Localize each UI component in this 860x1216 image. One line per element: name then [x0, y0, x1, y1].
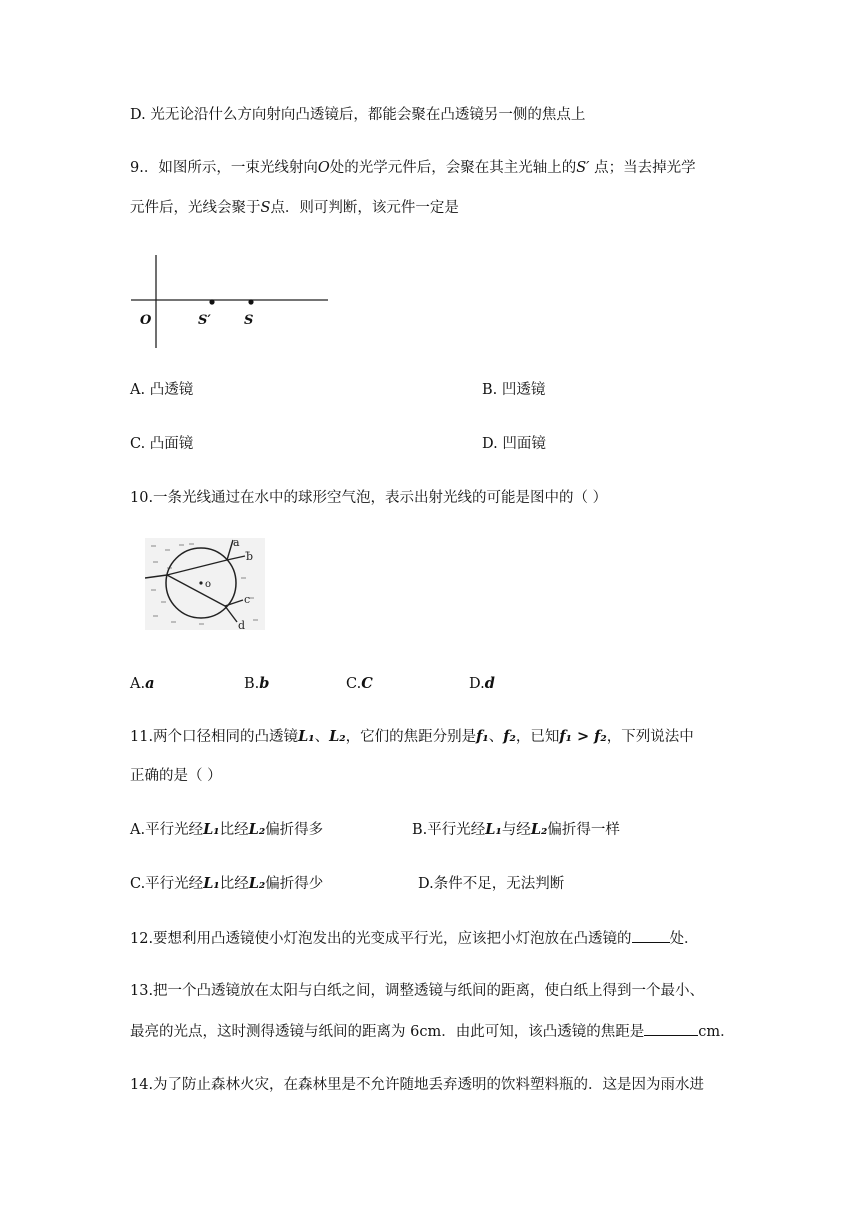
q9-stem-S: S	[260, 200, 271, 216]
q10-option-b: B.b	[244, 675, 270, 692]
q11-option-c: C.平行光经L₁比经L₂偏折得少	[130, 875, 324, 892]
q12-answer-blank[interactable]	[632, 928, 670, 943]
q13-answer-blank[interactable]	[644, 1021, 698, 1036]
q9-stem-line2	[130, 198, 459, 218]
q10-option-d: D.d	[469, 675, 495, 692]
q13-line1: 13.把一个凸透镜放在太阳与白纸之间，调整透镜与纸间的距离，使白纸上得到一个最小、	[130, 983, 705, 999]
q9-stem-line1	[130, 158, 696, 178]
q11-stem-line1: 11.两个口径相同的凸透镜L₁、L₂，它们的焦距分别是f₁、f₂，已知f₁ > f₂，下列说法中	[130, 728, 694, 745]
q10-figure-label-c: c	[244, 593, 251, 606]
q9-option-b: B. 凹透镜	[482, 382, 546, 398]
q10-option-d-value: d	[484, 675, 495, 692]
q9-figure-label-s-prime: S′	[198, 313, 211, 328]
q13-line2: 最亮的光点，这时测得透镜与纸间的距离为 6cm．由此可知，该凸透镜的焦距是 cm．	[130, 1021, 735, 1042]
q10-option-b-value: b	[259, 675, 270, 692]
q12-stem: 12.要想利用凸透镜使小灯泡发出的光变成平行光，应该把小灯泡放在凸透镜的 处．	[130, 928, 699, 949]
q10-figure-label-b: b	[246, 550, 254, 563]
q9-figure-point-s	[248, 299, 253, 304]
q11-stem-line2: 正确的是（ ）	[130, 768, 222, 784]
q10-stem: 10.一条光线通过在水中的球形空气泡，表示出射光线的可能是图中的（ ）	[130, 490, 608, 506]
q11-option-d: D.条件不足，无法判断	[418, 876, 565, 892]
q9-stem-text: 元件后，光线会聚于	[130, 200, 261, 216]
q9-option-d: D. 凹面镜	[482, 436, 546, 452]
q8-option-d: D. 光无论沿什么方向射向凸透镜后，都能会聚在凸透镜另一侧的焦点上	[130, 107, 586, 123]
q9-figure-label-o: O	[140, 313, 152, 328]
q9-option-a: A. 凸透镜	[130, 382, 194, 398]
q10-figure	[145, 538, 265, 630]
q9-figure-label-s: S	[244, 313, 254, 328]
q9-option-c: C. 凸面镜	[130, 436, 194, 452]
q9-stem-O: O	[317, 160, 330, 176]
q10-option-c: C.C	[346, 675, 373, 692]
q10-figure-center-dot	[199, 581, 202, 584]
q14-line1: 14.为了防止森林火灾，在森林里是不允许随地丢弃透明的饮料塑料瓶的．这是因为雨水进	[130, 1077, 705, 1093]
q9-stem-text: 9.．如图所示，一束光线射向	[130, 160, 318, 176]
q11-f2: f₂	[503, 728, 516, 745]
q11-option-b: B.平行光经L₁与经L₂偏折得一样	[412, 821, 620, 838]
q9-stem-text: 点；当去掉光学	[589, 160, 696, 176]
q10-option-c-value: C	[361, 675, 373, 692]
q10-figure-label-a: a	[233, 538, 240, 549]
q11-L2: L₂	[329, 728, 346, 745]
q11-inequality: f₁ > f₂	[559, 728, 607, 745]
q10-figure-label-d: d	[238, 619, 246, 630]
q9-stem-text: 处的光学元件后，会聚在其主光轴上的	[329, 160, 577, 176]
q11-option-a: A.平行光经L₁比经L₂偏折得多	[130, 821, 324, 838]
q9-figure	[128, 252, 332, 352]
q10-option-a: A.a	[130, 675, 155, 692]
q9-stem-text: 点．则可判断，该元件一定是	[270, 200, 459, 216]
q10-option-a-value: a	[145, 675, 155, 692]
q11-f1: f₁	[476, 728, 489, 745]
q9-figure-point-s-prime	[209, 299, 214, 304]
q11-L1: L₁	[298, 728, 315, 745]
q9-stem-S-prime: S′	[576, 160, 590, 176]
q10-figure-label-o: o	[205, 579, 212, 590]
